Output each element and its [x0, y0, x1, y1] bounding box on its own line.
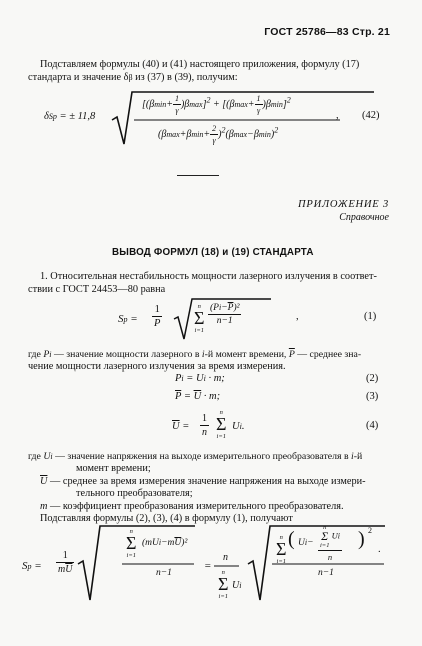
eq3-number: (3): [366, 391, 379, 402]
appendix-subtitle: Справочное: [339, 212, 389, 223]
equation-3: $\overline{P} = \overline{U} \cdot m$;: [175, 391, 221, 402]
where2-line-2: момент времени;: [76, 463, 151, 474]
eq42-denominator: (βmax+βmin+ $\frac{2}{\gamma}$ )$^2(\beta\max-\beta\min)^2$: [158, 124, 279, 145]
equation-42: δSp = ± 11,8 [(βmin+ $\frac{1}{\gamma}$ )βmax]$^2$ + [(βmax+ $\frac{1}{\gamma}$ )βmin]$^2$ (βmax+βmin+ $\frac{2}{\gamma}$ )$^2(\beta\max-\beta\min)^2$ , (42): [30, 86, 410, 148]
equation-final: Sp = $\frac{1}{m\overline{U}}$ n Σ i=1 $(mUi-m\overline{U})^2$ n−1 = n n Σ i=1 Ui n Σ i=1 ( Ui− n Σ i=1 Ui n ) 2 n−1 .: [18, 522, 413, 622]
eq42-lhs: δSp = ± 11,8: [44, 111, 96, 122]
where1-line-2: чение мощности лазерного излучения за время измерения.: [28, 361, 286, 372]
sqrt-sign-final-2: [246, 524, 386, 602]
eq1-number: (1): [364, 311, 377, 322]
eq4-number: (4): [366, 420, 379, 431]
where1-line-1: где Pi — значение мощности лазерного в i-й момент времени, $\overline{P}$ — среднее зна-: [28, 349, 362, 360]
page-header: ГОСТ 25786—83 Стр. 21: [264, 26, 390, 38]
divider-rule: [177, 175, 219, 176]
intro-line-1: Подставляем формулы (40) и (41) настоящего приложения, формулу (17): [40, 59, 360, 70]
appendix-title: ПРИЛОЖЕНИЕ 3: [298, 199, 389, 210]
where2-line-6: Подставляя формулы (2), (3), (4) в формулу (1), получают: [40, 513, 293, 524]
equation-2: Pi = Ui · m;: [175, 373, 225, 384]
eq42-numerator: [(βmin+ $\frac{1}{\gamma}$ )βmax]$^2$ + [(βmax+ $\frac{1}{\gamma}$ )βmin]$^2$: [142, 94, 291, 115]
para1-line-2: ствии с ГОСТ 24453—80 равна: [28, 284, 166, 295]
intro-line-2: стандарта и значение δβ из (37) в (39), получим:: [28, 72, 238, 83]
where2-line-3: $\overline{U}$ — среднее за время измерения значение напряжения на выходе измери-: [40, 476, 366, 487]
where2-line-1: где Ui — значение напряжения на выходе измерительного преобразователя в i-й: [28, 451, 363, 462]
eq2-number: (2): [366, 373, 379, 384]
where2-line-5: m — коэффициент преобразования измерительного преобразователя.: [40, 501, 344, 512]
para1-line-1: 1. Относительная нестабильность мощности лазерного излучения в соответ-: [40, 271, 377, 282]
section-title: ВЫВОД ФОРМУЛ (18) и (19) СТАНДАРТА: [112, 247, 314, 258]
equation-1: Sp = $\frac{1}{P}$ n Σ i=1 $\frac{(Pi-\overline{P})^2}{n-1}$ , (1): [100, 297, 390, 345]
eq42-number: (42): [362, 110, 380, 121]
equation-4: $\overline{U}$ = $\frac{1}{n}$ n Σ i=1 Ui.: [172, 409, 245, 440]
where2-line-4: тельного преобразователя;: [76, 488, 193, 499]
